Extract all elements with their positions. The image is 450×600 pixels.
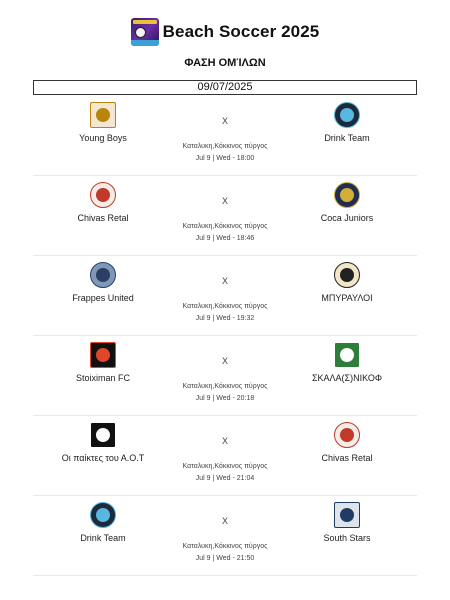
match-time: Jul 9 | Wed - 20:18 (195, 395, 255, 402)
vs-label: X (221, 356, 228, 366)
mpyrayloi-crest-icon (334, 262, 360, 288)
chivas-retal-crest-icon (334, 422, 360, 448)
away-team-name: ΜΠΥΡΑΥΛΟΙ (321, 293, 373, 303)
match-card[interactable] (33, 96, 417, 176)
phase-title: ΦΑΣΗ ΟΜΊΛΩΝ (184, 57, 266, 69)
away-team[interactable] (277, 422, 417, 463)
home-team-name: Young Boys (79, 133, 127, 143)
match-time: Jul 9 | Wed - 19:32 (195, 315, 255, 322)
away-team[interactable] (277, 182, 417, 223)
app-header (0, 16, 450, 48)
match-venue: Καταλυκη,Κόκκινος πύργος (182, 543, 268, 550)
home-team-name: Stoiximan FC (75, 373, 130, 383)
home-team-name: Οι παίκτες του Α.Ο.Τ (61, 453, 145, 463)
vs-label: X (221, 196, 228, 206)
away-team[interactable] (277, 102, 417, 143)
south-stars-crest-icon (334, 502, 360, 528)
app-title: Beach Soccer 2025 (162, 22, 320, 41)
away-team[interactable] (277, 502, 417, 543)
match-card[interactable] (33, 176, 417, 256)
match-time: Jul 9 | Wed - 18:00 (195, 155, 255, 162)
match-card[interactable] (33, 336, 417, 416)
away-team-name: Drink Team (324, 133, 370, 143)
away-team[interactable] (277, 342, 417, 383)
home-team-name: Drink Team (80, 533, 126, 543)
away-team[interactable] (277, 262, 417, 303)
match-venue: Καταλυκη,Κόκκινος πύργος (182, 143, 268, 150)
vs-label: X (221, 116, 228, 126)
match-venue: Καταλυκη,Κόκκινος πύργος (182, 303, 268, 310)
vs-label: X (221, 516, 228, 526)
drink-team-crest-icon (334, 102, 360, 128)
vs-label: X (221, 276, 228, 286)
beach-soccer-logo-icon (131, 18, 159, 46)
match-time: Jul 9 | Wed - 18:46 (195, 235, 255, 242)
away-team-name: ΣΚΑΛΑ(Σ)ΝΙΚΟΦ (311, 373, 383, 383)
match-time: Jul 9 | Wed - 21:50 (195, 555, 255, 562)
coca-juniors-crest-icon (334, 182, 360, 208)
match-card[interactable] (33, 496, 417, 576)
skalas-nikof-crest-icon (334, 342, 360, 368)
vs-label: X (221, 436, 228, 446)
away-team-name: Chivas Retal (321, 453, 373, 463)
away-team-name: Coca Juniors (320, 213, 374, 223)
match-card[interactable] (33, 416, 417, 496)
match-card[interactable] (33, 256, 417, 336)
match-venue: Καταλυκη,Κόκκινος πύργος (182, 383, 268, 390)
match-venue: Καταλυκη,Κόκκινος πύργος (182, 463, 268, 470)
home-team-name: Frappes United (72, 293, 134, 303)
date-header: 09/07/2025 (33, 80, 417, 95)
home-team-name: Chivas Retal (77, 213, 129, 223)
match-time: Jul 9 | Wed - 21:04 (195, 475, 255, 482)
match-venue: Καταλυκη,Κόκκινος πύργος (182, 223, 268, 230)
away-team-name: South Stars (323, 533, 371, 543)
